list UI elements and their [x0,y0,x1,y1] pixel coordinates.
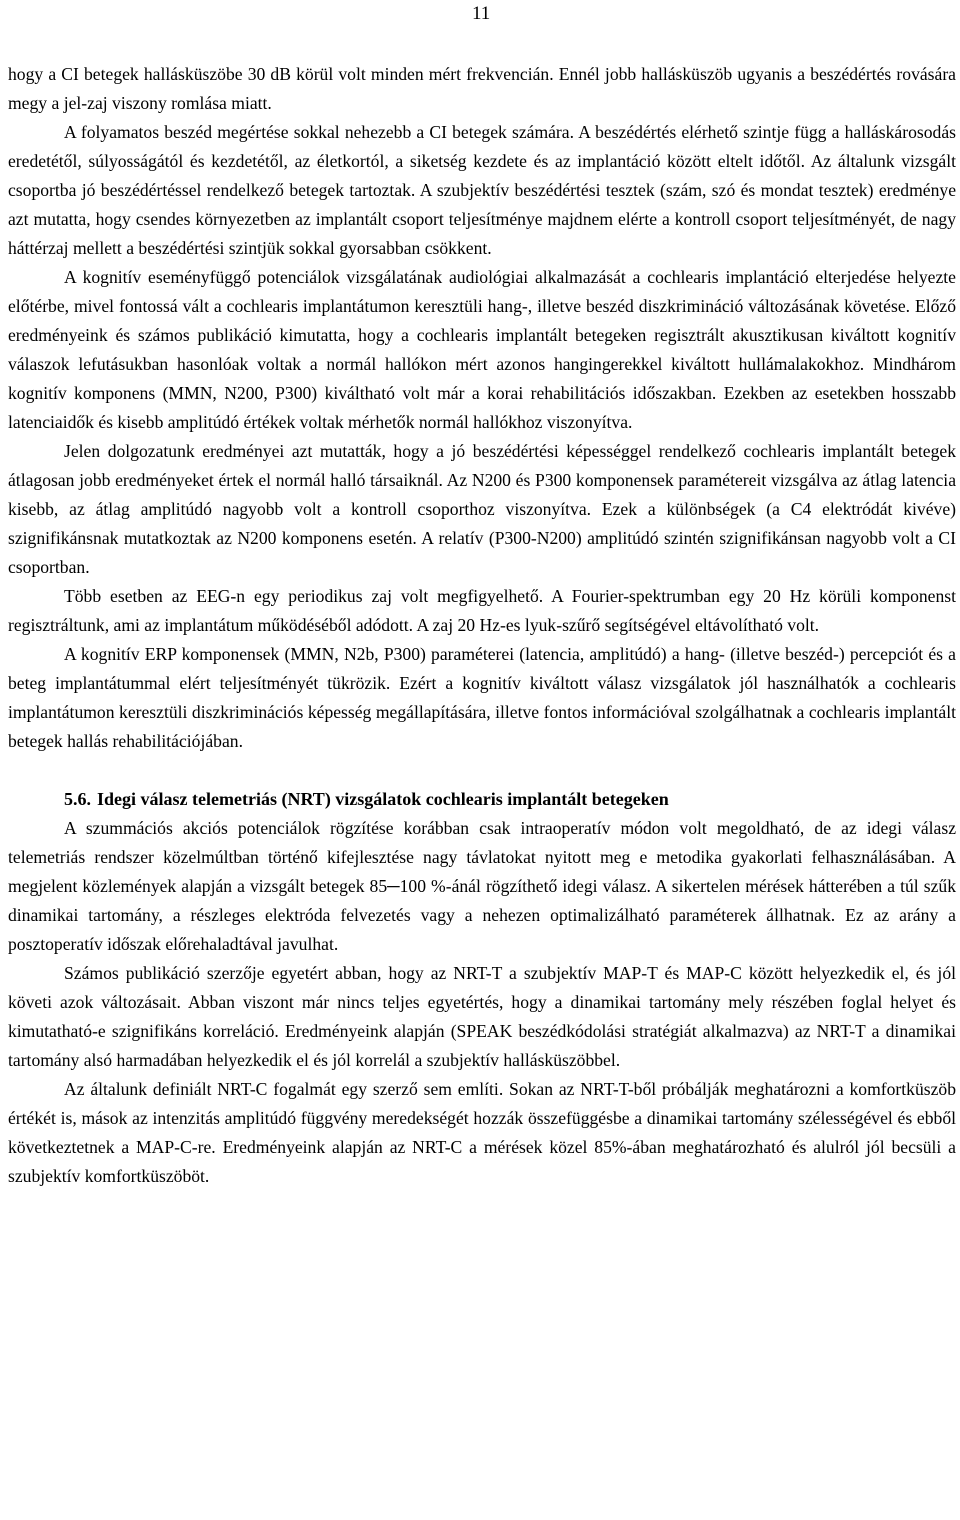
paragraph: A folyamatos beszéd megértése sokkal nehezebb a CI betegek számára. A beszédértés elérhető szintje függ a halláskárosodás eredetétől, súlyosságától és kezdetétől, az életkortól, a siketség kezdete és az implantáció között eltelt időtől. Az általunk vizsgált csoportba jó beszédértéssel rendelkező betegek tartoztak. A szubjektív beszédértési tesztek (szám, szó és mondat tesztek) eredménye azt mutatta, hogy csendes környezetben az implantált csoport teljesítménye majdnem elérte a kontroll csoport teljesítményét, de nagy háttérzaj mellett a beszédértési szintjük sokkal gyorsabban csökkent. [8,122,956,258]
paragraph: A kognitív ERP komponensek (MMN, N2b, P300) paraméterei (latencia, amplitúdó) a hang- (illetve beszéd-) percepciót és a beteg implantátummal elért teljesítményét tükrözik. Ezért a kognitív kiváltott válasz vizsgálatok jól használhatók a cochlearis implantátumon keresztüli diszkriminációs képesség megállapítására, illetve fontos információval szolgálhatnak a cochlearis implantált betegek hallás rehabilitációjában. [8,644,956,751]
paragraph: A szummációs akciós potenciálok rögzítése korábban csak intraoperatív módon volt megoldható, de az idegi válasz telemetriás rendszer közelmúltban történő kifejlesztése nagy távlatokat nyitott meg e metodika gyakorlati felhasználásában. A megjelent közlemények alapján a vizsgált betegek 85─100 %-ánál rögzíthető idegi válasz. A sikertelen mérések hátterében a túl szűk dinamikai tartomány, a részleges elektróda felvezetés vagy a nehezen optimalizálható paraméterek állhatnak. Ez az arány a posztoperatív időszak előrehaladtával javulhat. [8,818,956,954]
section-title: Idegi válasz telemetriás (NRT) vizsgálatok cochlearis implantált betegeken [97,789,669,809]
document-body [8,60,956,1191]
page-number: 11 [472,3,491,24]
paragraph: Az általunk definiált NRT-C fogalmát egy szerző sem említi. Sokan az NRT-T-ből próbálják meghatározni a komfortküszöb értékét is, mások az intenzitás amplitúdó függvény meredekségét hozzák összefüggésbe a dinamikai tartomány szélességével és ebből következtetnek a MAP-C-re. Eredményeink alapján az NRT-C a mérések közel 85%-ában meghatározható és alulról jól becsüli a szubjektív komfortküszöböt. [8,1079,956,1186]
section-heading [8,785,956,814]
section-number: 5.6. [64,789,91,809]
paragraph: hogy a CI betegek hallásküszöbe 30 dB körül volt minden mért frekvencián. Ennél jobb hallásküszöb ugyanis a beszédértés rovására megy a jel-zaj viszony romlása miatt. [8,64,956,113]
paragraph: Több esetben az EEG-n egy periodikus zaj volt megfigyelhető. A Fourier-spektrumban egy 20 Hz körüli komponenst regisztráltunk, ami az implantátum működéséből adódott. A zaj 20 Hz-es lyuk-szűrő segítségével eltávolítható volt. [8,586,956,635]
paragraph: A kognitív eseményfüggő potenciálok vizsgálatának audiológiai alkalmazását a cochlearis implantáció elterjedése helyezte előtérbe, mivel fontossá vált a cochlearis implantátumon keresztüli hang-, illetve beszéd diszkrimináció változásának követése. Előző eredményeink és számos publikáció kimutatta, hogy a cochlearis implantált betegeken regisztrált akusztikusan kiváltott kognitív válaszok lefutásukban hasonlóak voltak a normál hallókon mért azonos hangingerekkel kiváltott hullámalakokhoz. Mindhárom kognitív komponens (MMN, N200, P300) kiváltható volt már a korai rehabilitációs időszakban. Ezekben az esetekben hosszabb latenciaidők és kisebb amplitúdó értékek voltak mérhetők normál hallókhoz viszonyítva. [8,267,956,432]
paragraph: Jelen dolgozatunk eredményei azt mutatták, hogy a jó beszédértési képességgel rendelkező cochlearis implantált betegek átlagosan jobb eredményeket értek el normál halló társaiknál. Az N200 és P300 komponensek paramétereit vizsgálva az átlag latencia kisebb, az átlag amplitúdó nagyobb volt a kontroll csoporthoz viszonyítva. Ezek a különbségek (a C4 elektródát kivéve) szignifikánsnak mutatkoztak az N200 komponens esetén. A relatív (P300-N200) amplitúdó szintén szignifikánsan nagyobb volt a CI csoportban. [8,441,956,577]
paragraph: Számos publikáció szerzője egyetért abban, hogy az NRT-T a szubjektív MAP-T és MAP-C között helyezkedik el, és jól követi azok változásait. Abban viszont már nincs teljes egyetértés, hogy a dinamikai tartomány mely részében foglal helyet és kimutatható-e szignifikáns korreláció. Eredményeink alapján (SPEAK beszédkódolási stratégiát alkalmazva) az NRT-T a dinamikai tartomány alsó harmadában helyezkedik el és jól korrelál a szubjektív hallásküszöbbel. [8,963,956,1070]
